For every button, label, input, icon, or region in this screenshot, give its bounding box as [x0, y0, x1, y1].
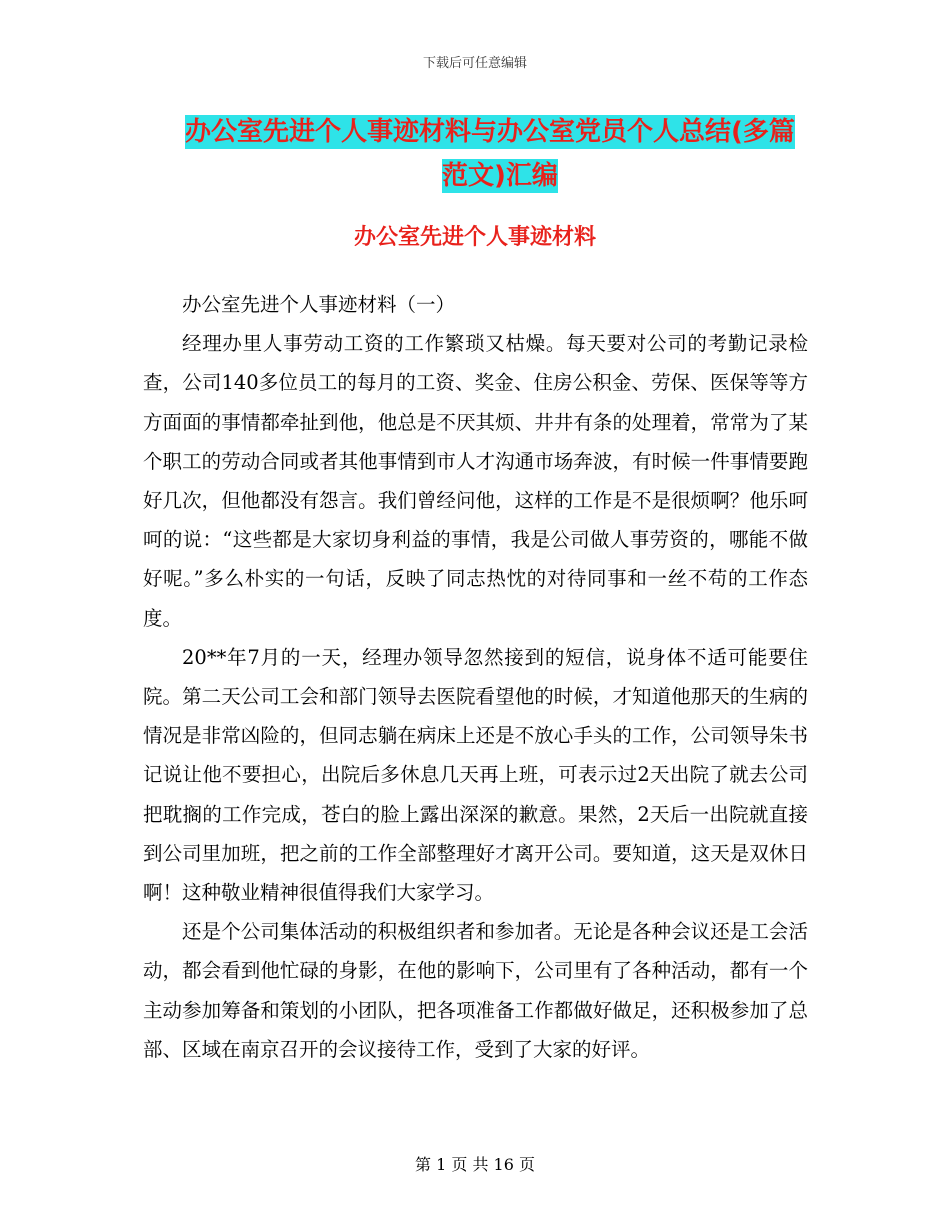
document-title-line-2: 范文)汇编 — [442, 161, 558, 191]
paragraph-subheading: 办公室先进个人事迹材料（一） — [182, 293, 456, 316]
page-number: 第 1 页 共 16 页 — [415, 1155, 535, 1174]
document-title — [185, 110, 815, 198]
paragraph: 20**年7月的一天，经理办领导忽然接到的短信，说身体不适可能要住院。第二天公司工会和部门领导去医院看望他的时候，才知道他那天的生病的情况是非常凶险的，但同志躺在病床上还是不放心手头的工作，公司领导朱书记说让他不要担心，出院后多休息几天再上班，可表示过2天出院了就去公司把耽搁的工作完成，苍白的脸上露出深深的歉意。果然，2天后一出院就直接到公司里加班，把之前的工作全部整理好才离开公司。要知道，这天是双休日啊！这种敬业精神很值得我们大家学习。 — [143, 645, 808, 905]
section-title: 办公室先进个人事迹材料 — [353, 225, 596, 250]
document-body — [143, 285, 808, 1069]
document-title-line-1: 办公室先进个人事迹材料与办公室党员个人总结(多篇 — [185, 117, 795, 147]
paragraph: 还是个公司集体活动的积极组织者和参加者。无论是各种会议还是工会活动，都会看到他忙碌的身影，在他的影响下，公司里有了各种活动，都有一个主动参加筹备和策划的小团队，把各项准备工作都做好做足，还积极参加了总部、区域在南京召开的会议接待工作，受到了大家的好评。 — [143, 920, 808, 1061]
page-header-note: 下载后可任意编辑 — [422, 56, 527, 71]
paragraph: 经理办里人事劳动工资的工作繁琐又枯燥。每天要对公司的考勤记录检查，公司140多位员工的每月的工资、奖金、住房公积金、劳保、医保等等方方面面的事情都牵扯到他，他总是不厌其烦、井井有条的处理着，常常为了某个职工的劳动合同或者其他事情到市人才沟通市场奔波，有时候一件事情要跑好几次，但他都没有怨言。我们曾经问他，这样的工作是不是很烦啊？他乐呵呵的说：“这些都是大家切身利益的事情，我是公司做人事劳资的，哪能不做好呢。”多么朴实的一句话，反映了同志热忱的对待同事和一丝不苟的工作态度。 — [143, 332, 808, 630]
